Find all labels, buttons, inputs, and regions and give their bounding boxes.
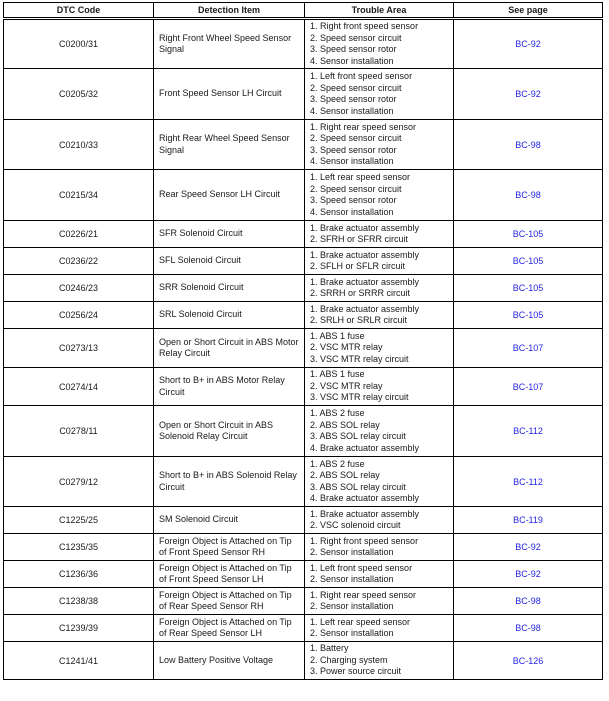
trouble-area-cell	[305, 507, 454, 534]
dtc-code-cell: C1239/39	[4, 615, 154, 642]
detection-item-cell: Open or Short Circuit in ABS Solenoid Relay Circuit	[154, 406, 305, 457]
see-page-cell	[454, 507, 603, 534]
dtc-code-cell: C0200/31	[4, 19, 154, 69]
trouble-area-item: 2. VSC MTR relay	[310, 342, 383, 353]
see-page-cell	[454, 561, 603, 588]
table-row	[4, 588, 603, 615]
trouble-area-item: 4. Sensor installation	[310, 206, 394, 217]
see-page-link[interactable]: BC-107	[512, 381, 544, 392]
see-page-cell	[454, 615, 603, 642]
see-page-cell	[454, 275, 603, 302]
trouble-area-item: 1. Left front speed sensor	[310, 71, 413, 81]
trouble-area-item: 2. Sensor installation	[310, 601, 394, 611]
table-row	[4, 221, 603, 248]
see-page-cell	[454, 534, 603, 561]
trouble-area-item: 4. Sensor installation	[310, 55, 394, 66]
detection-item-cell: SFL Solenoid Circuit	[154, 248, 305, 275]
table-row	[4, 561, 603, 588]
dtc-code-cell: C1241/41	[4, 642, 154, 680]
detection-item-cell: Right Rear Wheel Speed Sensor Signal	[154, 120, 305, 170]
detection-item-cell: Foreign Object is Attached on Tip of Front Speed Sensor LH	[154, 561, 305, 588]
trouble-area-item: 2. ABS SOL relay	[310, 419, 380, 430]
dtc-table	[3, 2, 603, 680]
see-page-link[interactable]: BC-92	[515, 542, 541, 552]
trouble-area-cell	[305, 457, 454, 507]
trouble-area-item: 1. Right front speed sensor	[310, 21, 419, 31]
trouble-area-item: 2. SRRH or SRRR circuit	[310, 288, 411, 298]
see-page-link[interactable]: BC-105	[512, 256, 544, 266]
trouble-area-item: 3. ABS SOL relay circuit	[310, 431, 406, 441]
table-row	[4, 615, 603, 642]
trouble-area-item: 2. Charging system	[310, 654, 388, 665]
header-row	[4, 3, 603, 19]
detection-item-cell: Foreign Object is Attached on Tip of Rear Speed Sensor LH	[154, 615, 305, 642]
dtc-code-cell: C1238/38	[4, 588, 154, 615]
dtc-code-cell: C0274/14	[4, 368, 154, 406]
dtc-code-cell: C0215/34	[4, 170, 154, 221]
trouble-area-cell	[305, 368, 454, 406]
header-detection-item: Detection Item	[154, 3, 305, 19]
trouble-area-item: 2. Sensor installation	[310, 574, 394, 584]
dtc-code-cell: C0210/33	[4, 120, 154, 170]
detection-item-cell: Open or Short Circuit in ABS Motor Relay Circuit	[154, 329, 305, 368]
trouble-area-item: 1. Battery	[310, 643, 349, 654]
detection-item-cell: Low Battery Positive Voltage	[154, 642, 305, 680]
trouble-area-cell	[305, 120, 454, 170]
trouble-area-item: 3. VSC MTR relay circuit	[310, 392, 409, 403]
trouble-area-item: 4. Brake actuator assembly	[310, 442, 420, 453]
detection-item-cell: Rear Speed Sensor LH Circuit	[154, 170, 305, 221]
header-dtc-code: DTC Code	[4, 3, 154, 19]
trouble-area-item: 4. Sensor installation	[310, 105, 394, 116]
see-page-link[interactable]: BC-105	[512, 229, 544, 239]
table-row	[4, 19, 603, 69]
see-page-link[interactable]: BC-92	[515, 569, 541, 579]
detection-item-cell: Foreign Object is Attached on Tip of Front Speed Sensor RH	[154, 534, 305, 561]
detection-item-cell: Foreign Object is Attached on Tip of Rear Speed Sensor RH	[154, 588, 305, 615]
trouble-area-item: 4. Sensor installation	[310, 156, 394, 166]
trouble-area-item: 3. Speed sensor rotor	[310, 144, 397, 155]
trouble-area-item: 1. ABS 1 fuse	[310, 330, 365, 341]
trouble-area-cell	[305, 561, 454, 588]
table-row	[4, 170, 603, 221]
see-page-link[interactable]: BC-112	[513, 476, 543, 487]
dtc-code-cell: C0246/23	[4, 275, 154, 302]
trouble-area-item: 2. Sensor installation	[310, 628, 394, 638]
trouble-area-item: 1. Brake actuator assembly	[310, 303, 420, 314]
trouble-area-item: 1. ABS 1 fuse	[310, 369, 365, 380]
detection-item-cell: Front Speed Sensor LH Circuit	[154, 69, 305, 120]
dtc-code-cell: C0273/13	[4, 329, 154, 368]
trouble-area-item: 1. Right rear speed sensor	[310, 121, 417, 132]
trouble-area-item: 3. ABS SOL relay circuit	[310, 481, 406, 492]
see-page-link[interactable]: BC-98	[515, 596, 541, 606]
trouble-area-item: 1. Left rear speed sensor	[310, 172, 411, 182]
trouble-area-item: 2. ABS SOL relay	[310, 470, 380, 480]
dtc-code-cell: C1236/36	[4, 561, 154, 588]
trouble-area-item: 2. SFRH or SFRR circuit	[310, 234, 409, 244]
see-page-cell	[454, 457, 603, 507]
detection-item-cell: Short to B+ in ABS Solenoid Relay Circuit	[154, 457, 305, 507]
table-row	[4, 368, 603, 406]
table-row	[4, 406, 603, 457]
see-page-cell	[454, 248, 603, 275]
trouble-area-cell	[305, 170, 454, 221]
detection-item-cell: Right Front Wheel Speed Sensor Signal	[154, 19, 305, 69]
dtc-code-cell: C0279/12	[4, 457, 154, 507]
see-page-cell	[454, 642, 603, 680]
trouble-area-item: 4. Brake actuator assembly	[310, 493, 420, 503]
trouble-area-item: 2. VSC solenoid circuit	[310, 520, 401, 530]
see-page-link[interactable]: BC-105	[512, 310, 544, 320]
trouble-area-cell	[305, 642, 454, 680]
table-row	[4, 534, 603, 561]
table-row	[4, 120, 603, 170]
dtc-code-cell: C0226/21	[4, 221, 154, 248]
see-page-cell	[454, 406, 603, 457]
table-row	[4, 69, 603, 120]
see-page-cell	[454, 302, 603, 329]
trouble-area-item: 2. Speed sensor circuit	[310, 183, 402, 194]
dtc-code-cell: C1225/25	[4, 507, 154, 534]
trouble-area-item: 1. Right rear speed sensor	[310, 589, 417, 600]
trouble-area-cell	[305, 248, 454, 275]
trouble-area-cell	[305, 406, 454, 457]
see-page-cell	[454, 329, 603, 368]
see-page-link[interactable]: BC-92	[515, 89, 541, 99]
trouble-area-item: 2. Speed sensor circuit	[310, 82, 402, 93]
see-page-link[interactable]: BC-105	[512, 283, 544, 293]
header-trouble-area: Trouble Area	[305, 3, 454, 19]
table-row	[4, 329, 603, 368]
trouble-area-item: 1. Brake actuator assembly	[310, 276, 420, 287]
see-page-link[interactable]: BC-98	[515, 623, 541, 633]
detection-item-cell: SM Solenoid Circuit	[154, 507, 305, 534]
trouble-area-item: 2. SFLH or SFLR circuit	[310, 261, 406, 271]
header-see-page: See page	[454, 3, 603, 19]
see-page-cell	[454, 368, 603, 406]
see-page-link[interactable]: BC-119	[513, 515, 543, 525]
detection-item-cell: SRL Solenoid Circuit	[154, 302, 305, 329]
trouble-area-item: 2. SRLH or SRLR circuit	[310, 315, 408, 325]
see-page-cell	[454, 69, 603, 120]
dtc-code-cell: C0256/24	[4, 302, 154, 329]
trouble-area-cell	[305, 221, 454, 248]
see-page-cell	[454, 221, 603, 248]
table-row	[4, 275, 603, 302]
see-page-cell	[454, 120, 603, 170]
trouble-area-item: 1. Brake actuator assembly	[310, 249, 420, 260]
see-page-link[interactable]: BC-98	[515, 139, 541, 150]
see-page-link[interactable]: BC-92	[515, 39, 541, 49]
trouble-area-item: 1. Brake actuator assembly	[310, 222, 420, 233]
dtc-code-cell: C0236/22	[4, 248, 154, 275]
trouble-area-cell	[305, 69, 454, 120]
detection-item-cell: Short to B+ in ABS Motor Relay Circuit	[154, 368, 305, 406]
trouble-area-item: 1. ABS 2 fuse	[310, 408, 365, 418]
see-page-cell	[454, 19, 603, 69]
trouble-area-cell	[305, 302, 454, 329]
trouble-area-item: 2. Speed sensor circuit	[310, 32, 402, 43]
trouble-area-item: 2. Speed sensor circuit	[310, 133, 402, 143]
table-row	[4, 302, 603, 329]
see-page-cell	[454, 170, 603, 221]
trouble-area-item: 3. Speed sensor rotor	[310, 94, 397, 104]
trouble-area-cell	[305, 19, 454, 69]
detection-item-cell: SRR Solenoid Circuit	[154, 275, 305, 302]
trouble-area-item: 1. Right front speed sensor	[310, 535, 419, 546]
see-page-link[interactable]: BC-112	[513, 426, 543, 436]
see-page-link[interactable]: BC-98	[515, 190, 541, 200]
trouble-area-item: 3. VSC MTR relay circuit	[310, 353, 409, 364]
trouble-area-cell	[305, 615, 454, 642]
trouble-area-item: 2. Sensor installation	[310, 547, 394, 557]
table-row	[4, 507, 603, 534]
table-row	[4, 642, 603, 680]
table-row	[4, 248, 603, 275]
trouble-area-item: 2. VSC MTR relay	[310, 380, 383, 391]
trouble-area-item: 1. Left front speed sensor	[310, 562, 413, 573]
trouble-area-cell	[305, 275, 454, 302]
trouble-area-item: 3. Power source circuit	[310, 666, 402, 677]
trouble-area-item: 3. Speed sensor rotor	[310, 44, 397, 54]
trouble-area-cell	[305, 588, 454, 615]
trouble-area-item: 1. ABS 2 fuse	[310, 458, 365, 469]
detection-item-cell: SFR Solenoid Circuit	[154, 221, 305, 248]
trouble-area-cell	[305, 534, 454, 561]
table-body	[4, 19, 603, 680]
trouble-area-item: 1. Left rear speed sensor	[310, 616, 411, 627]
see-page-cell	[454, 588, 603, 615]
table-row	[4, 457, 603, 507]
see-page-link[interactable]: BC-107	[512, 343, 544, 353]
trouble-area-item: 3. Speed sensor rotor	[310, 195, 397, 205]
see-page-link[interactable]: BC-126	[512, 655, 544, 666]
trouble-area-item: 1. Brake actuator assembly	[310, 508, 420, 519]
trouble-area-cell	[305, 329, 454, 368]
dtc-code-cell: C0278/11	[4, 406, 154, 457]
dtc-code-cell: C0205/32	[4, 69, 154, 120]
dtc-code-cell: C1235/35	[4, 534, 154, 561]
